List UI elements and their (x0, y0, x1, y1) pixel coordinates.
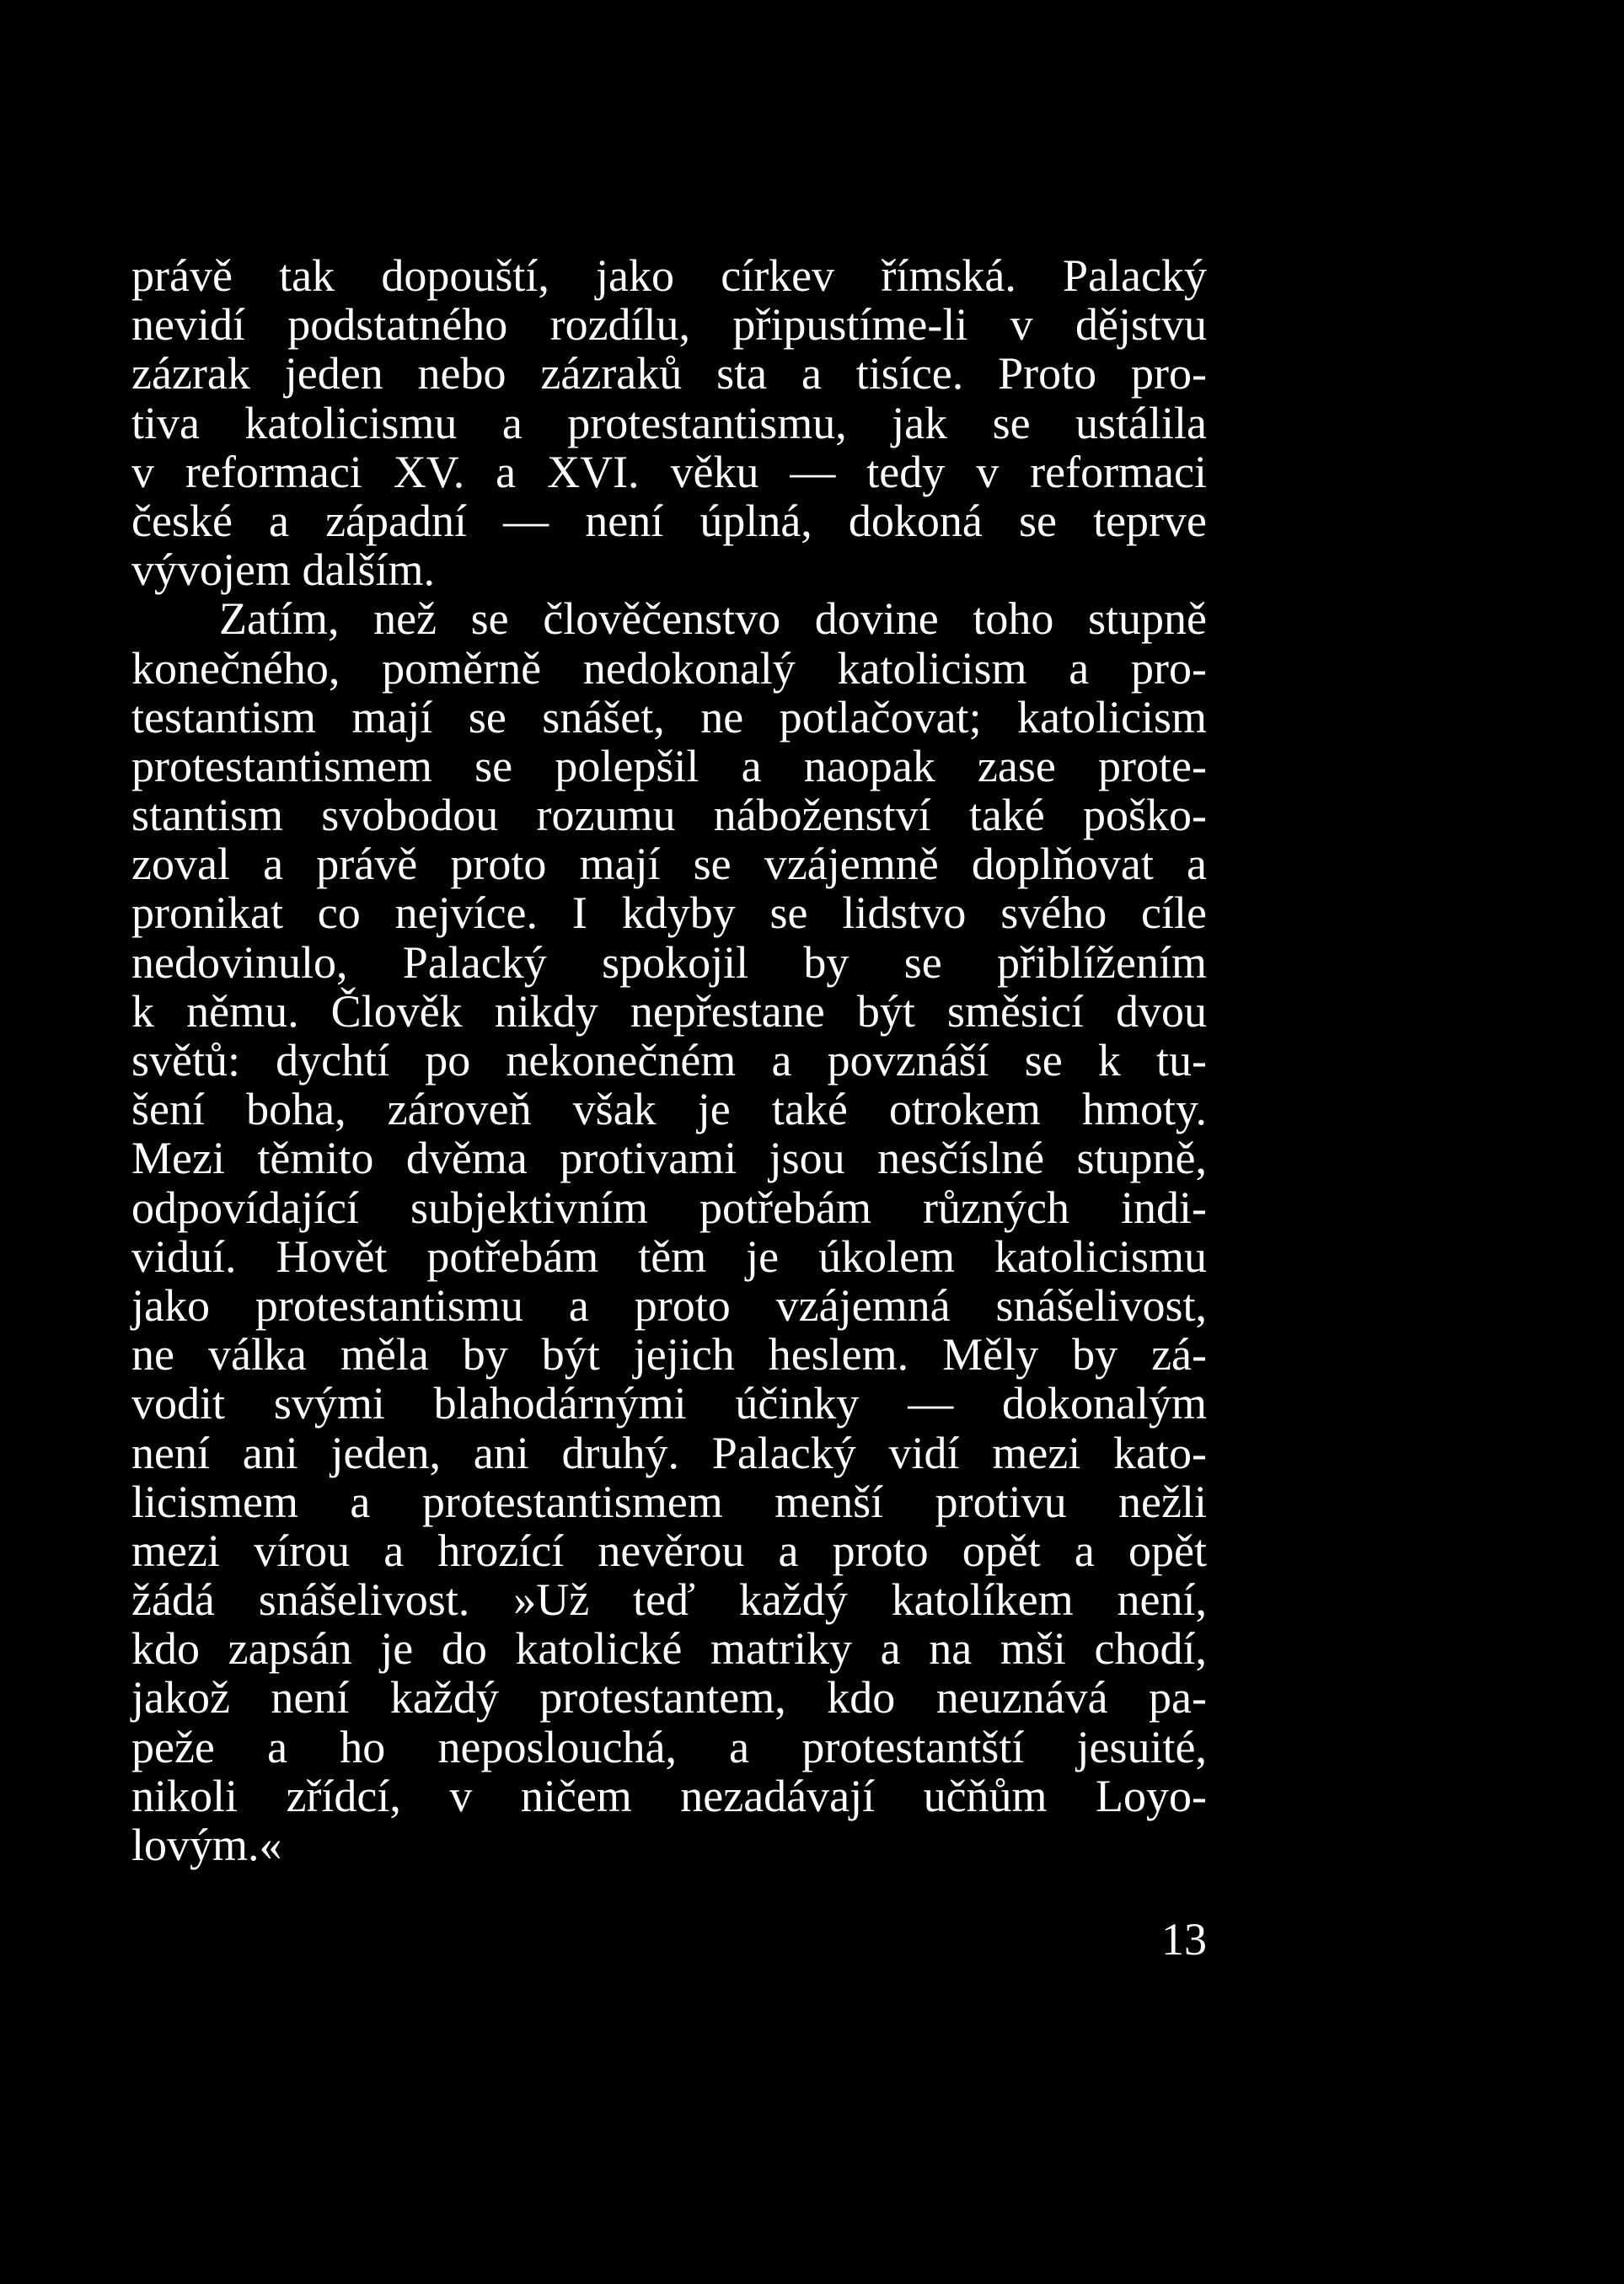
text-line: ne válka měla by být jejich heslem. Měly by zá- (131, 1329, 1207, 1381)
text-line: lovým.« (131, 1820, 282, 1870)
text-line: nevidí podstatného rozdílu, připustíme-li v dějstvu (131, 299, 1207, 351)
text-line: kdo zapsán je do katolické matriky a na mši chodí, (131, 1623, 1207, 1675)
text-line: vodit svými blahodárnými účinky — dokonalým (131, 1378, 1207, 1429)
text-line: není ani jeden, ani druhý. Palacký vidí mezi kato- (131, 1427, 1207, 1478)
page-number: 13 (1161, 1914, 1207, 1965)
text-line: Mezi těmito dvěma protivami jsou nesčíslné stupně, (131, 1133, 1207, 1184)
text-line: k němu. Člověk nikdy nepřestane být směsicí dvou (131, 985, 1207, 1037)
text-line: šení boha, zároveň však je také otrokem hmoty. (131, 1084, 1207, 1135)
text-line: nedovinulo, Palacký spokojil by se přiblížením (131, 936, 1207, 988)
text-line: testantism mají se snášet, ne potlačovat; katolicism (131, 691, 1207, 743)
text-line: pronikat co nejvíce. I kdyby se lidstvo svého cíle (131, 887, 1207, 939)
body-text (131, 251, 1207, 1869)
text-line: zoval a právě proto mají se vzájemně doplňovat a (131, 839, 1207, 890)
text-line: vývojem dalším. (131, 544, 435, 596)
text-line: právě tak dopouští, jako církev římská. Palacký (131, 250, 1207, 301)
text-line: konečného, poměrně nedokonalý katolicism a pro- (131, 642, 1207, 694)
text-line: nikoli zřídcí, v ničem nezadávají učňům Loyo- (131, 1770, 1207, 1821)
text-line: jakož není každý protestantem, kdo neuznává pa- (131, 1672, 1207, 1724)
text-line: licismem a protestantismem menší protivu nežli (131, 1476, 1207, 1527)
text-line: jako protestantismu a proto vzájemná snášelivost, (131, 1279, 1207, 1331)
text-line: peže a ho neposlouchá, a protestantští jesuité, (131, 1721, 1207, 1772)
text-line: viduí. Hovět potřebám těm je úkolem katolicismu (131, 1230, 1207, 1282)
text-line: v reformaci XV. a XVI. věku — tedy v reformaci (131, 446, 1207, 497)
text-line: žádá snášelivost. »Už teď každý katolíkem není, (131, 1574, 1207, 1626)
text-line: protestantismem se polepšil a naopak zase prote- (131, 740, 1207, 791)
text-line: Zatím, než se člověčenstvo dovine toho stupně (219, 593, 1207, 645)
text-line: zázrak jeden nebo zázraků sta a tisíce. Proto pro- (131, 348, 1207, 399)
text-line: odpovídající subjektivním potřebám různých indi- (131, 1182, 1207, 1233)
text-line: české a západní — není úplná, dokoná se teprve (131, 495, 1207, 546)
text-line: stantism svobodou rozumu náboženství také poško- (131, 790, 1207, 841)
text-line: světů: dychtí po nekonečném a povznáší se k tu- (131, 1035, 1207, 1086)
text-line: mezi vírou a hrozící nevěrou a proto opět a opět (131, 1525, 1207, 1576)
text-line: tiva katolicismu a protestantismu, jak se ustálila (131, 397, 1207, 448)
